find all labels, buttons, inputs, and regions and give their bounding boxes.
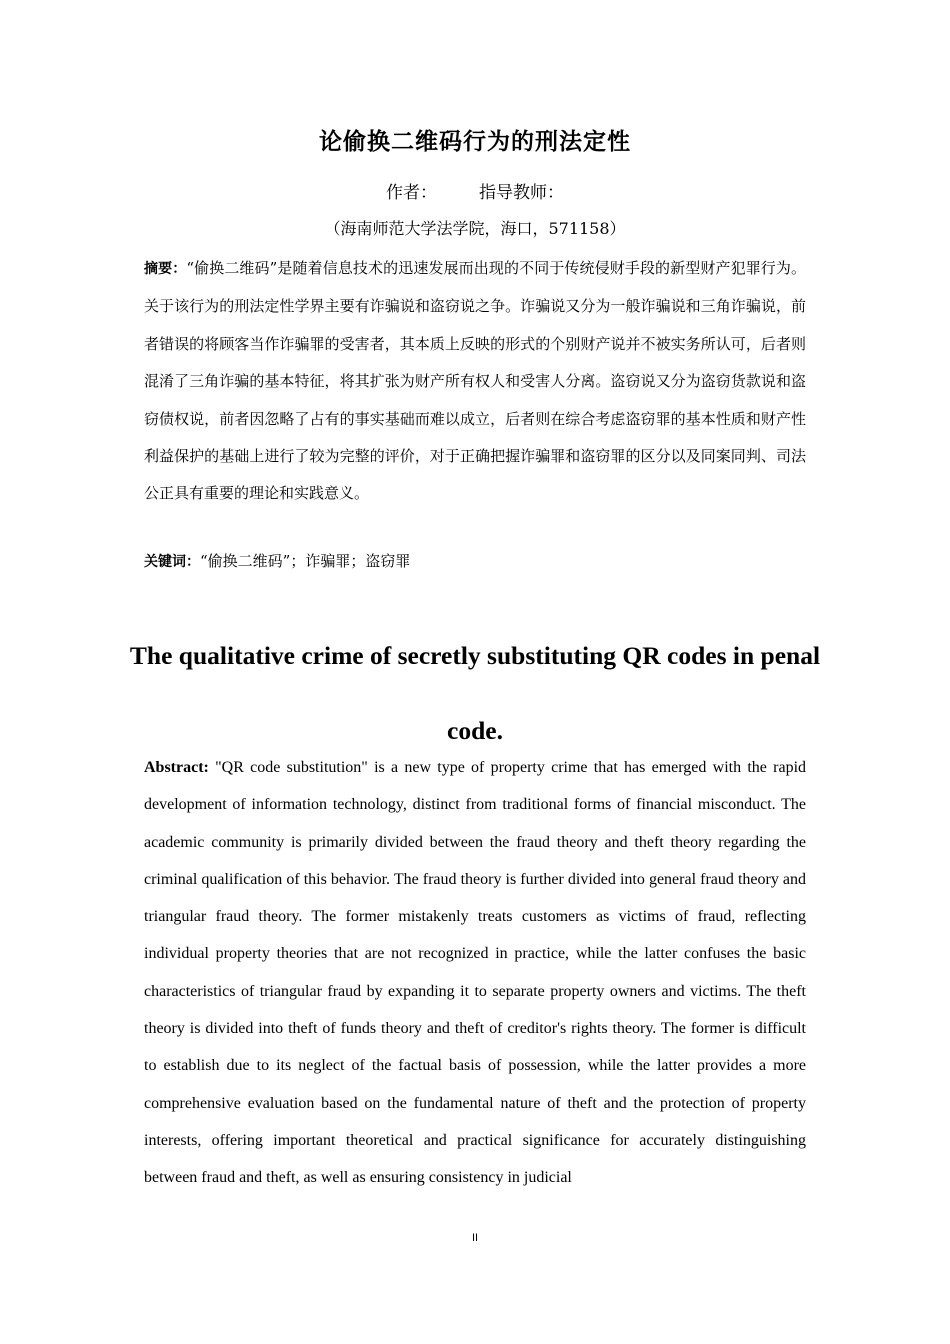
chinese-keywords xyxy=(144,544,806,579)
english-abstract-text: "QR code substitution" is a new type of property crime that has emerged with the rapid development of information technology, distinct from traditional forms of financial misconduct. The academic community is primarily divided between the fraud theory and theft theory regarding the criminal qualification of this behavior. The fraud theory is further divided into general fraud theory and triangular fraud theory. The former mistakenly treats customers as victims of fraud, reflecting individual property theories that are not recognized in practice, while the latter confuses the basic characteristics of triangular fraud by expanding it to separate property owners and victims. The theft theory is divided into theft of funds theory and theft of creditor's rights theory. The former is difficult to establish due to its neglect of the factual basis of possession, while the latter provides a more comprehensive evaluation based on the fundamental nature of theft and the protection of property interests, offering important theoretical and practical significance for accurately distinguishing between fraud and theft, as well as ensuring consistency in judicial xyxy=(144,759,807,1187)
chinese-title: 论偷换二维码行为的刑法定性 xyxy=(319,129,631,155)
author-label: 作者： xyxy=(386,183,437,203)
chinese-keywords-label: 关键词： xyxy=(144,554,200,570)
chinese-abstract-text: “偷换二维码”是随着信息技术的迅速发展而出现的不同于传统侵财手段的新型财产犯罪行为。关于该行为的刑法定性学界主要有诈骗说和盗窃说之争。诈骗说又分为一般诈骗说和三角诈骗说，前者错误的将顾客当作诈骗罪的受害者，其本质上反映的形式的个别财产说并不被实务所认可，后者则混淆了三角诈骗的基本特征，将其扩张为财产所有权人和受害人分离。盗窃说又分为盗窃货款说和盗窃债权说，前者因忽略了占有的事实基础而难以成立，后者则在综合考虑盗窃罪的基本性质和财产性利益保护的基础上进行了较为完整的评价，对于正确把握诈骗罪和盗窃罪的区分以及同案同判、司法公正具有重要的理论和实践意义。 xyxy=(144,259,807,503)
chinese-abstract xyxy=(144,250,806,513)
english-abstract xyxy=(144,749,806,1197)
advisor-label: 指导教师： xyxy=(479,183,564,203)
affiliation-line: （海南师范大学法学院，海口，571158） xyxy=(324,219,626,238)
page-number: II xyxy=(471,1232,479,1244)
english-abstract-label: Abstract: xyxy=(144,759,209,776)
chinese-keywords-text: “偷换二维码”；诈骗罪；盗窃罪 xyxy=(200,552,411,570)
author-line xyxy=(0,178,950,208)
english-title: The qualitative crime of secretly substituting QR codes in penal code. xyxy=(129,641,821,745)
chinese-abstract-label: 摘要： xyxy=(144,261,187,277)
